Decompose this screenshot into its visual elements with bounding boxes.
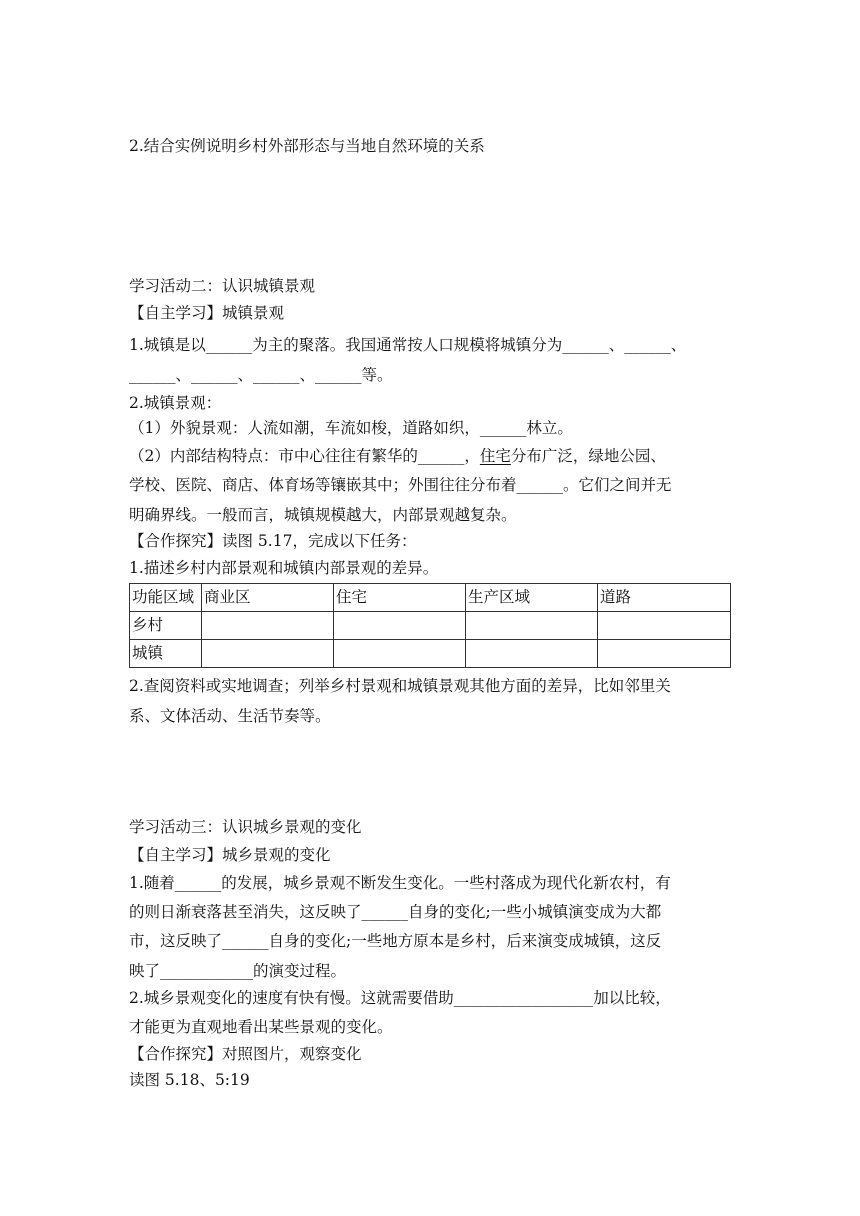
activity2-title: 学习活动二：认识城镇景观 xyxy=(129,277,316,295)
activity3-p1-line4: 映了____________的演变过程。 xyxy=(129,962,347,980)
activity3-p1-line3: 市，这反映了______自身的变化;一些地方原本是乡村，后来演变成城镇，这反 xyxy=(129,932,662,950)
table-cell xyxy=(334,612,466,640)
question-rural-form: 2.结合实例说明乡村外部形态与当地自然环境的关系 xyxy=(129,137,485,155)
table-cell xyxy=(202,640,334,668)
activity3-p1-line2: 的则日渐衰落甚至消失，这反映了______自身的变化;一些小城镇演变成为大都 xyxy=(129,903,662,921)
activity3-p2-line1: 2.城乡景观变化的速度有快有慢。这就需要借助__________________加以比较， xyxy=(129,989,671,1007)
activity2-task1: 1.描述乡村内部景观和城镇内部景观的差异。 xyxy=(129,559,439,577)
table-header-cell: 生产区域 xyxy=(466,584,598,612)
activity2-p2-item2-line1 xyxy=(129,443,739,469)
item2-text-post: 分布广泛，绿地公园、 xyxy=(510,447,666,465)
activity3-p1-line1: 1.随着______的发展，城乡景观不断发生变化。一些村落成为现代化新农村，有 xyxy=(129,874,671,892)
activity2-coop-heading: 【合作探究】读图 5.17，完成以下任务： xyxy=(129,532,417,550)
table-header-cell: 功能区域 xyxy=(130,584,202,612)
table-cell xyxy=(466,640,598,668)
activity3-coop-heading: 【合作探究】对照图片，观察变化 xyxy=(129,1045,362,1063)
table-cell xyxy=(598,640,731,668)
activity3-self-study-heading: 【自主学习】城乡景观的变化 xyxy=(129,846,331,864)
table-header-cell: 住宅 xyxy=(334,584,466,612)
activity2-p1-line1: 1.城镇是以______为主的聚落。我国通常按人口规模将城镇分为______、______、 xyxy=(129,336,687,354)
table-cell xyxy=(334,640,466,668)
activity3-title: 学习活动三：认识城乡景观的变化 xyxy=(129,818,362,836)
table-header-cell: 道路 xyxy=(598,584,731,612)
activity2-p2-item2-line3: 明确界线。一般而言，城镇规模越大，内部景观越复杂。 xyxy=(129,506,517,524)
activity2-p2-item1: （1）外貌景观：人流如潮，车流如梭，道路如织，______林立。 xyxy=(129,419,573,437)
comparison-table xyxy=(129,583,731,668)
table-header-cell: 商业区 xyxy=(202,584,334,612)
table-cell xyxy=(202,612,334,640)
row-label-rural: 乡村 xyxy=(130,612,202,640)
item2-text-pre: （2）内部结构特点：市中心往往有繁华的______， xyxy=(129,447,480,465)
table-row xyxy=(130,612,731,640)
row-label-town: 城镇 xyxy=(130,640,202,668)
table-cell xyxy=(466,612,598,640)
table-row xyxy=(130,640,731,668)
table-cell xyxy=(598,612,731,640)
activity2-self-study-heading: 【自主学习】城镇景观 xyxy=(129,304,285,322)
activity2-p2-item2-line2: 学校、医院、商店、体育场等镶嵌其中；外围往往分布着______。它们之间并无 xyxy=(129,476,672,494)
activity2-task2-line1: 2.查阅资料或实地调查；列举乡村景观和城镇景观其他方面的差异，比如邻里关 xyxy=(129,677,671,695)
activity3-read-figures: 读图 5.18、5:19 xyxy=(129,1071,250,1089)
item2-underlined-word: 住宅 xyxy=(479,447,511,465)
activity2-p1-line2: ______、______、______、______等。 xyxy=(129,366,393,384)
activity2-p2-heading: 2.城镇景观： xyxy=(129,394,222,412)
table-header-row xyxy=(130,584,731,612)
activity3-p2-line2: 才能更为直观地看出某些景观的变化。 xyxy=(129,1018,393,1036)
activity2-task2-line2: 系、文体活动、生活节奏等。 xyxy=(129,707,331,725)
